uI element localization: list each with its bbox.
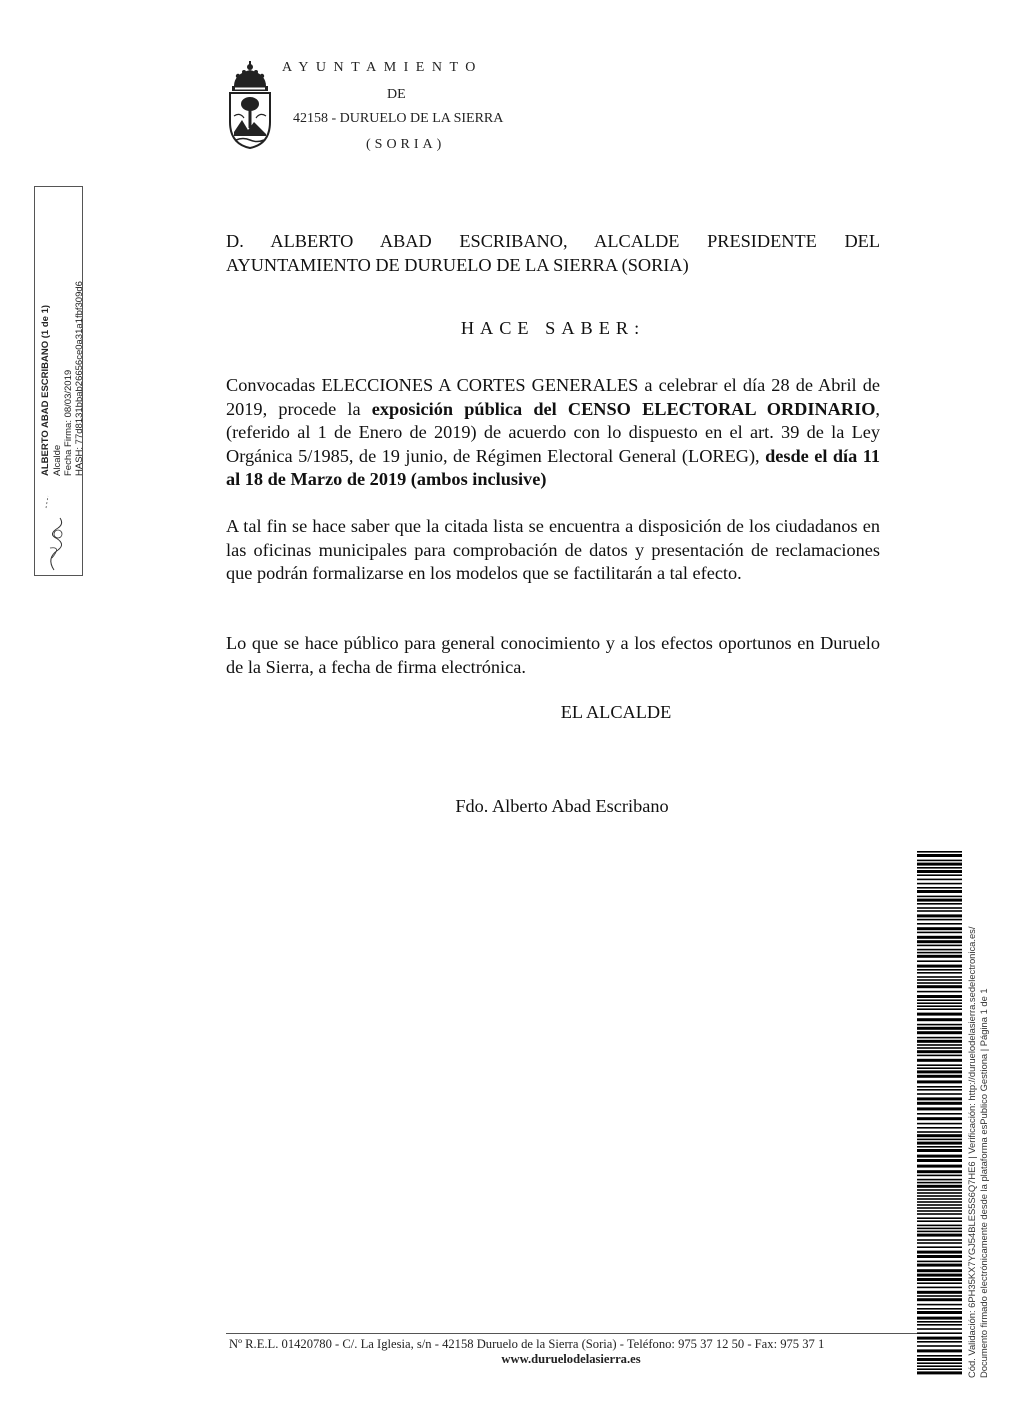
barcode-bar — [917, 1371, 962, 1374]
barcode-bar — [917, 1358, 962, 1361]
barcode-bar — [917, 1080, 962, 1083]
barcode-bar — [917, 1059, 962, 1062]
barcode-bar — [917, 1213, 962, 1215]
barcode-bar — [917, 1155, 962, 1158]
barcode-bar — [917, 1337, 962, 1340]
barcode-bar — [917, 1217, 962, 1219]
barcode-bar — [917, 927, 962, 930]
barcode-bar — [917, 969, 962, 971]
barcode-bar — [917, 1204, 962, 1206]
verification-code: Cód. Validación: 6PH35KX7YGJ54BLES5S6Q7HE6 | Verificación: http://duruelodelasierra.sedelectronica.es/ — [966, 926, 977, 1378]
signer-name: ALBERTO ABAD ESCRIBANO (1 de 1) — [40, 304, 51, 476]
signature-hash: HASH: 77d8131bbab26656ce0a31a1fbf309d6 — [74, 281, 85, 476]
barcode-bar — [917, 887, 962, 889]
barcode-bar — [917, 1210, 962, 1212]
barcode-bar — [917, 1195, 962, 1197]
barcode-bar — [917, 1018, 962, 1021]
barcode-bar — [917, 914, 962, 917]
barcode-bar — [917, 1008, 962, 1010]
barcode-bar — [917, 896, 962, 898]
header-title: AYUNTAMIENTO — [282, 60, 483, 75]
barcode-bar — [917, 879, 962, 881]
barcode-bar — [917, 1086, 962, 1088]
barcode-bar — [917, 995, 962, 998]
paragraph-1-text-a: Convocadas ELECCIONES A CORTES GENERALES a celebrar el día 28 de Abril de 2019, procede la — [226, 375, 880, 419]
barcode-bar — [917, 1170, 962, 1173]
barcode-bar — [917, 860, 962, 862]
barcode-bar — [917, 1149, 962, 1152]
barcode-bar — [917, 1097, 962, 1100]
barcode-bar — [917, 1282, 962, 1284]
barcode-bar — [917, 1317, 962, 1320]
barcode-bar — [917, 1175, 962, 1177]
barcode-bar — [917, 949, 962, 951]
barcode-bar — [917, 851, 962, 853]
barcode-bar — [917, 1349, 962, 1352]
barcode-bar — [917, 1013, 962, 1016]
barcode-bar — [917, 1287, 962, 1289]
barcode-bar — [917, 1324, 962, 1326]
barcode-bar — [917, 1311, 962, 1314]
barcode-bar — [917, 1264, 962, 1267]
barcode-bar — [917, 1055, 962, 1057]
barcode-bar — [917, 1123, 962, 1125]
barcode-bar — [917, 1142, 962, 1145]
barcode-bar — [917, 1298, 962, 1301]
barcode-bar — [917, 1182, 962, 1184]
barcode-bar — [917, 1332, 962, 1334]
document-title: D. ALBERTO ABAD ESCRIBANO, ALCALDE PRESIDENTE DEL AYUNTAMIENTO DE DURUELO DE LA SIERRA (SORIA) — [226, 231, 880, 275]
paragraph-2: A tal fin se hace saber que la citada lista se encuentra a disposición de los ciudadanos en las oficinas municipales para comprobación de datos y presentación de reclamaciones que podrán formalizarse en los modelos que se factilitarán a tal efecto. — [226, 516, 880, 583]
barcode-bar — [917, 1027, 962, 1030]
barcode-bar — [917, 1295, 962, 1297]
barcode-bar — [917, 1117, 962, 1120]
barcode-bar — [917, 1179, 962, 1181]
barcode-bar — [917, 1040, 962, 1043]
barcode-bar — [917, 1189, 962, 1191]
barcode-bar — [917, 874, 962, 876]
barcode-bar — [917, 1328, 962, 1330]
barcode-icon — [917, 851, 962, 1375]
barcode-bar — [917, 991, 962, 993]
barcode-bar — [917, 1308, 962, 1310]
barcode-bar — [917, 870, 962, 873]
barcode-bar — [917, 1047, 962, 1049]
barcode-bar — [917, 1102, 962, 1105]
barcode-bar — [917, 985, 962, 988]
header-province: (SORIA) — [366, 137, 446, 152]
barcode-bar — [917, 1037, 962, 1039]
barcode-bar — [917, 923, 962, 925]
barcode-bar — [917, 1255, 962, 1258]
barcode-bar — [917, 1113, 962, 1115]
signature-date: Fecha Firma: 08/03/2019 — [63, 369, 74, 476]
barcode-bar — [917, 903, 962, 905]
barcode-bar — [917, 1075, 962, 1078]
barcode-bar — [917, 854, 962, 857]
paragraph-1 — [226, 374, 880, 492]
barcode-bar — [917, 899, 962, 902]
barcode-bar — [917, 1201, 962, 1203]
barcode-bar — [917, 1064, 962, 1066]
barcode-bar — [917, 1231, 962, 1233]
document-heading: HACE SABER: — [460, 318, 646, 338]
barcode-bar — [917, 1139, 962, 1141]
paragraph-1-bold-dates: desde el día 11 al 18 de Marzo de 2019 (ambos inclusive) — [226, 445, 880, 489]
barcode-bar — [917, 940, 962, 943]
barcode-bar — [917, 1225, 962, 1227]
barcode-bar — [917, 1274, 962, 1277]
barcode-bar — [917, 1031, 962, 1034]
barcode-bar — [917, 1261, 962, 1263]
barcode-bar — [917, 1239, 962, 1241]
barcode-bar — [917, 1185, 962, 1188]
barcode-bar — [917, 932, 962, 934]
header-address: 42158 - DURUELO DE LA SIERRA — [293, 111, 504, 126]
barcode-bar — [917, 965, 962, 968]
barcode-bar — [917, 1368, 962, 1370]
barcode-bar — [917, 1044, 962, 1046]
barcode-bar — [917, 1070, 962, 1073]
header-de: DE — [387, 87, 406, 102]
paragraph-1-text-c: , (referido al 1 de Enero de 2019) de acuerdo con lo dispuesto en el art. 39 de la Ley Orgánica 5/1985, de 19 junio, de Régimen Electoral General (LOREG), — [226, 398, 880, 466]
handwritten-signature-icon — [36, 488, 72, 574]
barcode-bar — [917, 890, 962, 893]
barcode-bar — [917, 1093, 962, 1095]
barcode-bar — [917, 1269, 962, 1272]
barcode-bar — [917, 1127, 962, 1129]
verification-platform: Documento firmado electrónicamente desde la plataforma esPublico Gestiona | Página 1 de 1 — [978, 988, 989, 1378]
barcode-bar — [917, 999, 962, 1001]
barcode-bar — [917, 883, 962, 885]
barcode-bar — [917, 1251, 962, 1254]
barcode-bar — [917, 1365, 962, 1367]
barcode-bar — [917, 1207, 962, 1209]
barcode-bar — [917, 1159, 962, 1162]
barcode-bar — [917, 867, 962, 869]
barcode-bar — [917, 1228, 962, 1230]
barcode-bar — [917, 1005, 962, 1007]
barcode-bar — [917, 1067, 962, 1069]
barcode-bar — [917, 910, 962, 912]
barcode-bar — [917, 919, 962, 921]
barcode-bar — [917, 1220, 962, 1222]
coat-of-arms-icon — [226, 60, 274, 150]
barcode-bar — [917, 982, 962, 984]
signer-title: EL ALCALDE — [560, 702, 672, 722]
barcode-bar — [917, 1107, 962, 1110]
signer-full-name: Fdo. Alberto Abad Escribano — [455, 796, 669, 816]
paragraph-1-bold-census: exposición pública del CENSO ELECTORAL ORDINARIO — [371, 398, 876, 419]
barcode-bar — [917, 945, 962, 947]
footer-divider — [226, 1333, 917, 1334]
barcode-bar — [917, 1246, 962, 1248]
barcode-bar — [917, 1146, 962, 1148]
barcode-bar — [917, 1321, 962, 1323]
barcode-bar — [917, 952, 962, 954]
barcode-bar — [917, 1134, 962, 1137]
barcode-bar — [917, 1234, 962, 1237]
barcode-bar — [917, 1050, 962, 1053]
barcode-bar — [917, 863, 962, 866]
barcode-bar — [917, 1242, 962, 1244]
barcode-bar — [917, 1198, 962, 1200]
barcode-bar — [917, 907, 962, 909]
barcode-bar — [917, 972, 962, 974]
barcode-bar — [917, 1355, 962, 1357]
barcode-bar — [917, 1278, 962, 1281]
barcode-bar — [917, 1345, 962, 1347]
barcode-bar — [917, 1304, 962, 1306]
barcode-bar — [917, 1291, 962, 1294]
barcode-bar — [917, 1131, 962, 1133]
barcode-bar — [917, 936, 962, 939]
barcode-bar — [917, 955, 962, 958]
footer-website: www.duruelodelasierra.es — [501, 1352, 641, 1366]
barcode-bar — [917, 1024, 962, 1026]
barcode-bar — [917, 1192, 962, 1194]
paragraph-3: Lo que se hace público para general conocimiento y a los efectos oportunos en Duruelo de la Sierra, a fecha de firma electrónica. — [226, 633, 880, 677]
footer-address: Nº R.E.L. 01420780 - C/. La Iglesia, s/n - 42158 Duruelo de la Sierra (Soria) - Teléfono: 975 37 12 50 - Fax: 975 37 1 — [229, 1337, 825, 1351]
signer-role: Alcalde — [52, 444, 63, 476]
barcode-bar — [917, 1089, 962, 1091]
barcode-bar — [917, 960, 962, 962]
barcode-bar — [917, 979, 962, 981]
barcode-bar — [917, 1362, 962, 1364]
barcode-bar — [917, 1165, 962, 1168]
barcode-bar — [917, 976, 962, 978]
barcode-bar — [917, 1002, 962, 1004]
barcode-bar — [917, 1341, 962, 1343]
